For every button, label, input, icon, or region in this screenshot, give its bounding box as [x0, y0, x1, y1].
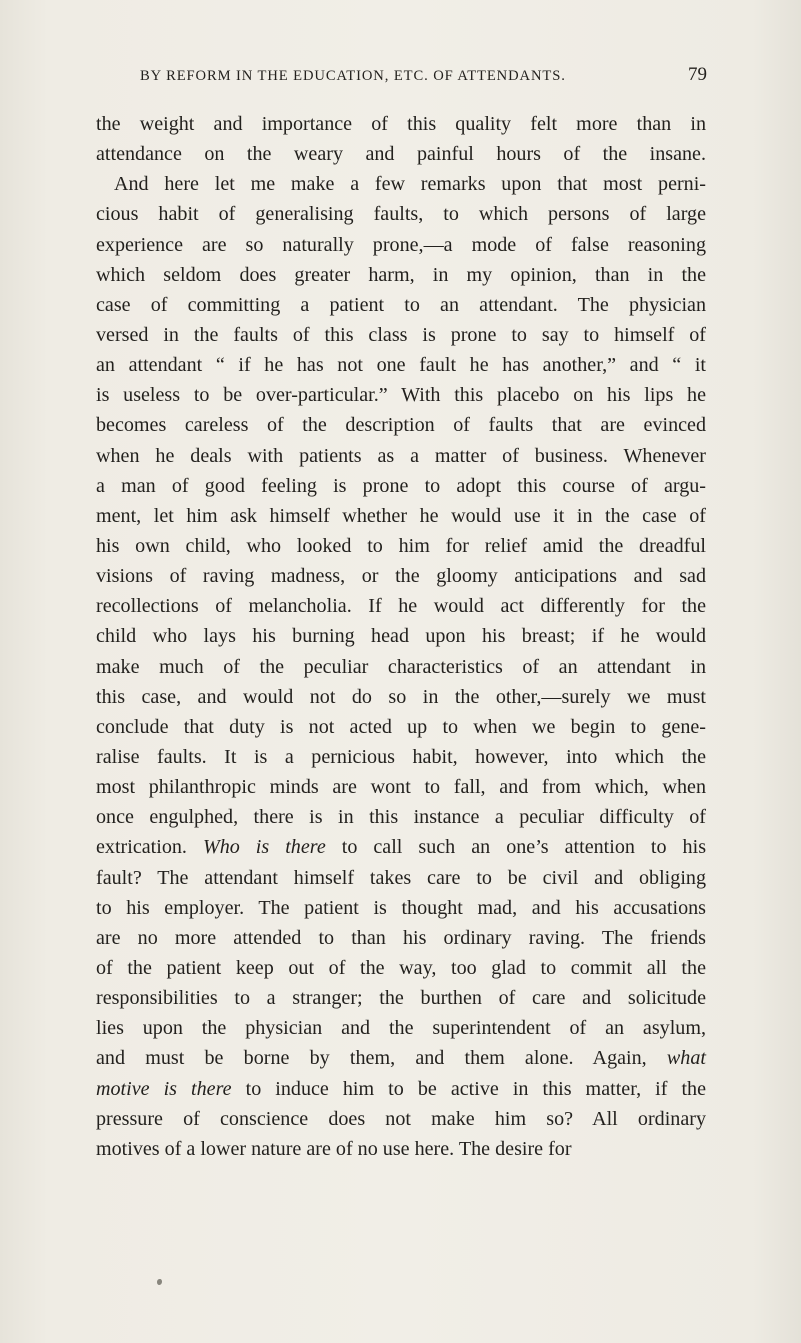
text-line: case of committing a patient to an attendant. The physician: [96, 293, 706, 316]
text-line: [96, 1074, 706, 1104]
text-line: lies upon the physician and the superintendent of an asylum,: [96, 1017, 706, 1040]
body-text: [96, 109, 706, 1164]
text-line: most philanthropic minds are wont to fall, and from which, when: [96, 776, 706, 799]
text-line: versed in the faults of this class is prone to say to himself of: [96, 323, 706, 346]
running-head: [140, 64, 707, 88]
text-line: his own child, who looked to him for relief amid the dreadful: [96, 534, 706, 557]
text-line: make much of the peculiar characteristics of an attendant in: [96, 655, 706, 678]
italic-text: Who is there: [202, 836, 326, 859]
text-run: and must be borne by them, and them alone. Again,: [96, 1047, 667, 1070]
text-line: attendance on the weary and painful hours of the insane.: [96, 143, 706, 166]
text-line: visions of raving madness, or the gloomy anticipations and sad: [96, 565, 706, 588]
text-line: the weight and importance of this quality felt more than in: [96, 113, 706, 135]
text-line: conclude that duty is not acted up to when we begin to gene-: [96, 715, 706, 738]
italic-text: motive is there: [96, 1077, 232, 1100]
text-line: an attendant “ if he has not one fault he has another,” and “ it: [96, 354, 706, 377]
text-run: to induce him to be active in this matter, if the: [231, 1077, 706, 1100]
page-number: 79: [688, 64, 707, 85]
text-line: ralise faults. It is a pernicious habit, however, into which the: [96, 745, 706, 768]
text-line: cious habit of generalising faults, to which persons of large: [96, 203, 706, 226]
text-run: to call such an one’s attention to his: [325, 836, 707, 859]
text-line: this case, and would not do so in the other,—surely we must: [96, 685, 706, 708]
text-line: experience are so naturally prone,—a mode of false reasoning: [96, 233, 706, 256]
text-line: responsibilities to a stranger; the burthen of care and solicitude: [96, 987, 706, 1010]
text-line: [96, 832, 706, 862]
text-line: is useless to be over-particular.” With this placebo on his lips he: [96, 384, 706, 407]
text-run: extrication.: [96, 836, 203, 859]
text-line: a man of good feeling is prone to adopt this course of argu-: [96, 474, 706, 497]
text-line: which seldom does greater harm, in my opinion, than in the: [96, 263, 706, 286]
text-line: [96, 1043, 706, 1073]
printing-speck: [157, 1279, 162, 1285]
text-line: pressure of conscience does not make him so? All ordinary: [96, 1107, 706, 1130]
text-line: to his employer. The patient is thought mad, and his accusations: [96, 896, 706, 919]
text-line: when he deals with patients as a matter of business. Whenever: [96, 444, 706, 467]
text-line: And here let me make a few remarks upon that most perni-: [114, 173, 706, 196]
text-line: motives of a lower nature are of no use here. The desire for: [96, 1137, 572, 1160]
italic-text: what: [666, 1047, 706, 1070]
text-line: becomes careless of the description of faults that are evinced: [96, 414, 706, 437]
text-line: of the patient keep out of the way, too glad to commit all the: [96, 956, 706, 979]
running-head-title: BY REFORM IN THE EDUCATION, ETC. OF ATTENDANTS.: [140, 68, 566, 84]
text-line: once engulphed, there is in this instance a peculiar difficulty of: [96, 806, 706, 829]
text-line: fault? The attendant himself takes care to be civil and obliging: [96, 866, 706, 889]
text-line: are no more attended to than his ordinary raving. The friends: [96, 926, 706, 949]
text-line: ment, let him ask himself whether he would use it in the case of: [96, 504, 706, 527]
text-line: child who lays his burning head upon his breast; if he would: [96, 625, 706, 648]
text-line: recollections of melancholia. If he would act differently for the: [96, 595, 706, 618]
